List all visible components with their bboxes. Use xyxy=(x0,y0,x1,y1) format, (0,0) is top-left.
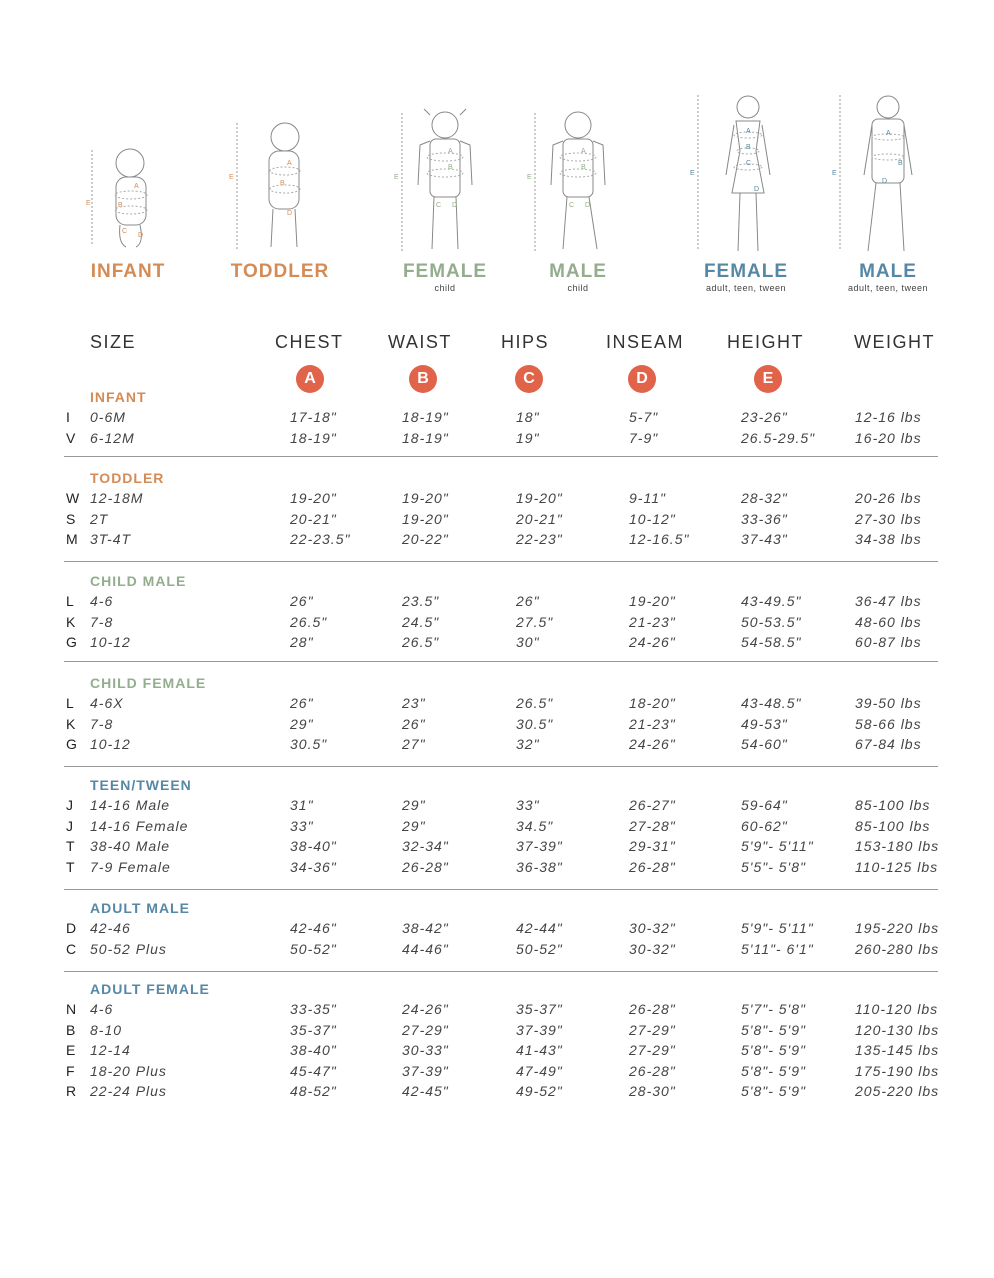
cell-inseam: 30-32" xyxy=(629,920,676,936)
figure-sublabel: child xyxy=(434,283,456,293)
cell-height: 54-60" xyxy=(741,736,788,752)
cell-height: 54-58.5" xyxy=(741,634,802,650)
cell-size: 0-6M xyxy=(90,409,126,425)
cell-size: 18-20 Plus xyxy=(90,1062,167,1079)
cell-code: L xyxy=(66,593,75,609)
cell-code: B xyxy=(66,1021,77,1038)
cell-height: 5'5"- 5'8" xyxy=(741,858,806,875)
figure-female-child xyxy=(390,85,500,293)
cell-code: D xyxy=(66,920,78,936)
svg-text:A: A xyxy=(134,183,139,190)
svg-text:B: B xyxy=(581,164,586,171)
cell-waist: 18-19" xyxy=(402,429,449,446)
cell-code: K xyxy=(66,715,77,732)
cell-size: 42-46 xyxy=(90,920,131,936)
cell-inseam: 21-23" xyxy=(629,613,676,630)
cell-weight: 36-47 lbs xyxy=(855,593,922,609)
cell-height: 5'8"- 5'9" xyxy=(741,1062,806,1079)
cell-code: R xyxy=(66,1083,78,1099)
cell-waist: 29" xyxy=(402,817,426,834)
cell-weight: 85-100 lbs xyxy=(855,797,931,813)
cell-weight: 153-180 lbs xyxy=(855,838,940,854)
cell-chest: 34-36" xyxy=(290,858,337,875)
cell-inseam: 27-28" xyxy=(629,817,676,834)
cell-inseam: 12-16.5" xyxy=(629,531,690,547)
cell-waist: 26" xyxy=(402,715,426,732)
svg-text:D: D xyxy=(287,210,293,217)
cell-hips: 41-43" xyxy=(516,1042,563,1058)
cell-hips: 19-20" xyxy=(516,490,563,506)
cell-size: 12-14 xyxy=(90,1042,131,1058)
cell-inseam: 27-29" xyxy=(629,1042,676,1058)
svg-text:D: D xyxy=(138,232,144,239)
figure-male-adult xyxy=(832,85,944,293)
cell-waist: 26.5" xyxy=(402,634,440,650)
svg-text:A: A xyxy=(746,128,751,135)
cell-height: 26.5-29.5" xyxy=(741,429,816,446)
cell-height: 5'9"- 5'11" xyxy=(741,838,814,854)
cell-code: W xyxy=(66,490,81,506)
cell-size: 50-52 Plus xyxy=(90,940,167,957)
cell-chest: 18-19" xyxy=(290,429,337,446)
cell-chest: 48-52" xyxy=(290,1083,337,1099)
svg-text:D: D xyxy=(882,178,888,185)
figure-label: MALE xyxy=(859,261,917,282)
cell-waist: 44-46" xyxy=(402,940,449,957)
cell-inseam: 24-26" xyxy=(629,736,676,752)
cell-waist: 19-20" xyxy=(402,490,449,506)
cell-waist: 30-33" xyxy=(402,1042,449,1058)
figure-label: FEMALE xyxy=(703,261,789,282)
svg-text:E: E xyxy=(690,170,695,177)
cell-size: 10-12 xyxy=(90,634,131,650)
cell-weight: 120-130 lbs xyxy=(855,1021,940,1038)
cell-code: M xyxy=(66,531,79,547)
cell-weight: 260-280 lbs xyxy=(855,940,940,957)
section-title: ADULT MALE xyxy=(90,900,190,916)
svg-text:E: E xyxy=(394,174,399,181)
toddler-figure-icon xyxy=(225,85,335,255)
cell-height: 5'11"- 6'1" xyxy=(741,940,814,957)
cell-height: 50-53.5" xyxy=(741,613,802,630)
header-chest: CHEST xyxy=(275,332,344,352)
table-row xyxy=(0,797,994,817)
cell-chest: 22-23.5" xyxy=(290,531,351,547)
cell-code: T xyxy=(66,838,76,854)
infant-figure-icon xyxy=(78,85,178,255)
table-row xyxy=(0,490,994,510)
section-title: INFANT xyxy=(90,389,147,405)
table-row xyxy=(0,695,994,715)
cell-size: 4-6 xyxy=(90,593,114,609)
cell-waist: 27" xyxy=(402,736,426,752)
figure-sublabel: adult, teen, tween xyxy=(847,283,929,293)
cell-chest: 33" xyxy=(290,817,314,834)
cell-height: 5'8"- 5'9" xyxy=(741,1042,806,1058)
svg-text:C: C xyxy=(746,160,752,167)
cell-code: E xyxy=(66,1042,77,1058)
cell-inseam: 27-29" xyxy=(629,1021,676,1038)
cell-inseam: 24-26" xyxy=(629,634,676,650)
svg-text:D: D xyxy=(452,202,458,209)
svg-text:E: E xyxy=(832,170,837,177)
badge-hips: C xyxy=(515,365,543,393)
cell-code: F xyxy=(66,1062,76,1079)
cell-inseam: 28-30" xyxy=(629,1083,676,1099)
cell-weight: 67-84 lbs xyxy=(855,736,922,752)
header-waist: WAIST xyxy=(388,332,452,352)
cell-waist: 32-34" xyxy=(402,838,449,854)
cell-hips: 26.5" xyxy=(516,695,554,711)
cell-size: 8-10 xyxy=(90,1021,123,1038)
header-hips: HIPS xyxy=(501,332,550,352)
badge-waist: B xyxy=(409,365,437,393)
cell-hips: 34.5" xyxy=(516,817,554,834)
section-divider xyxy=(64,561,938,562)
cell-weight: 110-120 lbs xyxy=(855,1001,939,1017)
cell-size: 14-16 Female xyxy=(90,817,189,834)
cell-waist: 18-19" xyxy=(402,409,449,425)
cell-weight: 20-26 lbs xyxy=(855,490,922,506)
cell-code: J xyxy=(66,797,74,813)
cell-weight: 16-20 lbs xyxy=(855,429,922,446)
cell-hips: 37-39" xyxy=(516,838,563,854)
cell-height: 43-49.5" xyxy=(741,593,802,609)
svg-text:B: B xyxy=(898,160,903,167)
svg-text:A: A xyxy=(448,148,453,155)
female-child-figure-icon xyxy=(390,85,500,255)
cell-inseam: 30-32" xyxy=(629,940,676,957)
cell-waist: 20-22" xyxy=(402,531,449,547)
table-row xyxy=(0,1042,994,1062)
cell-hips: 19" xyxy=(516,429,540,446)
svg-text:D: D xyxy=(754,186,760,193)
cell-inseam: 29-31" xyxy=(629,838,676,854)
figure-toddler xyxy=(225,85,335,283)
cell-weight: 27-30 lbs xyxy=(855,510,922,527)
table-row xyxy=(0,818,994,838)
table-row xyxy=(0,593,994,613)
female-adult-figure-icon xyxy=(690,85,802,255)
cell-code: G xyxy=(66,736,78,752)
table-row xyxy=(0,511,994,531)
cell-waist: 19-20" xyxy=(402,510,449,527)
table-row xyxy=(0,1022,994,1042)
table-row xyxy=(0,1083,994,1103)
cell-code: N xyxy=(66,1001,78,1017)
cell-height: 5'9"- 5'11" xyxy=(741,920,814,936)
cell-inseam: 26-28" xyxy=(629,1062,676,1079)
svg-text:C: C xyxy=(122,228,128,235)
cell-hips: 30" xyxy=(516,634,540,650)
cell-weight: 205-220 lbs xyxy=(855,1083,940,1099)
male-child-figure-icon xyxy=(523,85,633,255)
svg-text:A: A xyxy=(287,160,292,167)
badge-height: E xyxy=(754,365,782,393)
cell-hips: 36-38" xyxy=(516,858,563,875)
cell-weight: 34-38 lbs xyxy=(855,531,922,547)
cell-hips: 18" xyxy=(516,409,540,425)
cell-chest: 17-18" xyxy=(290,409,337,425)
cell-code: T xyxy=(66,858,76,875)
cell-hips: 35-37" xyxy=(516,1001,563,1017)
table-row xyxy=(0,614,994,634)
cell-inseam: 10-12" xyxy=(629,510,676,527)
cell-weight: 58-66 lbs xyxy=(855,715,922,732)
cell-weight: 135-145 lbs xyxy=(855,1042,940,1058)
figure-male-child xyxy=(523,85,633,293)
figure-infant xyxy=(78,85,178,283)
cell-weight: 39-50 lbs xyxy=(855,695,922,711)
table-row xyxy=(0,920,994,940)
svg-text:D: D xyxy=(585,202,591,209)
section-divider xyxy=(64,456,938,457)
table-row xyxy=(0,430,994,450)
cell-weight: 85-100 lbs xyxy=(855,817,931,834)
cell-size: 3T-4T xyxy=(90,531,132,547)
cell-code: K xyxy=(66,613,77,630)
cell-height: 5'8"- 5'9" xyxy=(741,1083,806,1099)
cell-chest: 38-40" xyxy=(290,1042,337,1058)
cell-waist: 24.5" xyxy=(402,613,440,630)
cell-weight: 110-125 lbs xyxy=(855,858,939,875)
svg-text:E: E xyxy=(527,174,532,181)
svg-text:C: C xyxy=(569,202,575,209)
section-divider xyxy=(64,766,938,767)
cell-height: 59-64" xyxy=(741,797,788,813)
cell-height: 23-26" xyxy=(741,409,788,425)
cell-hips: 42-44" xyxy=(516,920,563,936)
svg-text:C: C xyxy=(436,202,442,209)
cell-chest: 50-52" xyxy=(290,940,337,957)
cell-code: G xyxy=(66,634,78,650)
cell-size: 7-9 Female xyxy=(90,858,171,875)
cell-size: 7-8 xyxy=(90,715,114,732)
cell-inseam: 7-9" xyxy=(629,429,659,446)
cell-size: 4-6X xyxy=(90,695,124,711)
figure-female-adult xyxy=(690,85,802,293)
cell-chest: 42-46" xyxy=(290,920,337,936)
cell-waist: 23.5" xyxy=(402,593,440,609)
cell-inseam: 26-28" xyxy=(629,1001,676,1017)
cell-height: 5'7"- 5'8" xyxy=(741,1001,806,1017)
cell-chest: 19-20" xyxy=(290,490,337,506)
cell-waist: 42-45" xyxy=(402,1083,449,1099)
cell-chest: 35-37" xyxy=(290,1021,337,1038)
cell-inseam: 26-27" xyxy=(629,797,676,813)
header-size: SIZE xyxy=(90,332,137,352)
svg-text:B: B xyxy=(280,180,285,187)
section-title: CHILD MALE xyxy=(90,573,187,589)
cell-code: J xyxy=(66,817,74,834)
cell-waist: 26-28" xyxy=(402,858,449,875)
cell-hips: 30.5" xyxy=(516,715,554,732)
cell-hips: 22-23" xyxy=(516,531,563,547)
cell-chest: 33-35" xyxy=(290,1001,337,1017)
svg-text:A: A xyxy=(581,148,586,155)
table-row xyxy=(0,531,994,551)
cell-chest: 26.5" xyxy=(290,613,328,630)
cell-inseam: 19-20" xyxy=(629,593,676,609)
cell-chest: 26" xyxy=(290,593,314,609)
cell-chest: 31" xyxy=(290,797,314,813)
cell-chest: 20-21" xyxy=(290,510,337,527)
cell-chest: 29" xyxy=(290,715,314,732)
cell-height: 37-43" xyxy=(741,531,788,547)
cell-inseam: 9-11" xyxy=(629,490,666,506)
svg-text:E: E xyxy=(229,174,234,181)
svg-text:B: B xyxy=(448,164,453,171)
cell-chest: 26" xyxy=(290,695,314,711)
table-row xyxy=(0,859,994,879)
cell-hips: 20-21" xyxy=(516,510,563,527)
cell-hips: 50-52" xyxy=(516,940,563,957)
cell-size: 7-8 xyxy=(90,613,114,630)
cell-height: 28-32" xyxy=(741,490,788,506)
cell-size: 6-12M xyxy=(90,429,135,446)
cell-hips: 49-52" xyxy=(516,1083,563,1099)
figure-label: TODDLER xyxy=(230,261,330,282)
cell-hips: 26" xyxy=(516,593,540,609)
header-weight: WEIGHT xyxy=(854,332,935,352)
table-row xyxy=(0,838,994,858)
cell-size: 10-12 xyxy=(90,736,131,752)
cell-waist: 27-29" xyxy=(402,1021,449,1038)
cell-weight: 12-16 lbs xyxy=(855,409,922,425)
svg-text:A: A xyxy=(886,130,891,137)
cell-inseam: 21-23" xyxy=(629,715,676,732)
table-row xyxy=(0,1001,994,1021)
figure-label: MALE xyxy=(549,261,607,282)
cell-size: 12-18M xyxy=(90,490,144,506)
cell-code: V xyxy=(66,429,77,446)
cell-chest: 38-40" xyxy=(290,838,337,854)
cell-height: 60-62" xyxy=(741,817,788,834)
cell-size: 22-24 Plus xyxy=(90,1083,167,1099)
cell-hips: 32" xyxy=(516,736,540,752)
figure-sublabel: adult, teen, tween xyxy=(705,283,787,293)
section-divider xyxy=(64,661,938,662)
cell-waist: 38-42" xyxy=(402,920,449,936)
cell-code: L xyxy=(66,695,75,711)
header-height: HEIGHT xyxy=(727,332,805,352)
cell-code: I xyxy=(66,409,71,425)
cell-size: 14-16 Male xyxy=(90,797,171,813)
cell-weight: 175-190 lbs xyxy=(855,1062,940,1079)
cell-hips: 37-39" xyxy=(516,1021,563,1038)
badge-chest: A xyxy=(296,365,324,393)
table-row xyxy=(0,409,994,429)
cell-chest: 28" xyxy=(290,634,314,650)
cell-weight: 48-60 lbs xyxy=(855,613,922,630)
svg-text:B: B xyxy=(746,144,751,151)
cell-inseam: 26-28" xyxy=(629,858,676,875)
badge-inseam: D xyxy=(628,365,656,393)
svg-text:E: E xyxy=(86,200,91,207)
section-divider xyxy=(64,971,938,972)
cell-height: 5'8"- 5'9" xyxy=(741,1021,806,1038)
cell-waist: 37-39" xyxy=(402,1062,449,1079)
section-title: CHILD FEMALE xyxy=(90,675,207,691)
table-row xyxy=(0,634,994,654)
cell-waist: 24-26" xyxy=(402,1001,449,1017)
cell-height: 33-36" xyxy=(741,510,788,527)
cell-waist: 29" xyxy=(402,797,426,813)
cell-inseam: 18-20" xyxy=(629,695,676,711)
male-adult-figure-icon xyxy=(832,85,944,255)
cell-height: 49-53" xyxy=(741,715,788,732)
cell-inseam: 5-7" xyxy=(629,409,659,425)
table-row xyxy=(0,716,994,736)
table-row xyxy=(0,941,994,961)
cell-code: C xyxy=(66,940,78,957)
section-divider xyxy=(64,889,938,890)
svg-text:B: B xyxy=(118,202,123,209)
cell-hips: 47-49" xyxy=(516,1062,563,1079)
cell-weight: 195-220 lbs xyxy=(855,920,940,936)
cell-waist: 23" xyxy=(402,695,426,711)
cell-weight: 60-87 lbs xyxy=(855,634,922,650)
cell-size: 2T xyxy=(90,510,109,527)
cell-code: S xyxy=(66,510,77,527)
section-title: TEEN/TWEEN xyxy=(90,777,192,793)
cell-chest: 45-47" xyxy=(290,1062,337,1079)
figure-sublabel: child xyxy=(567,283,589,293)
figure-label: INFANT xyxy=(90,261,166,282)
figure-label: FEMALE xyxy=(402,261,488,282)
header-inseam: INSEAM xyxy=(606,332,685,352)
cell-chest: 30.5" xyxy=(290,736,328,752)
cell-hips: 33" xyxy=(516,797,540,813)
cell-hips: 27.5" xyxy=(516,613,554,630)
cell-height: 43-48.5" xyxy=(741,695,802,711)
cell-size: 38-40 Male xyxy=(90,838,171,854)
section-title: ADULT FEMALE xyxy=(90,981,210,997)
cell-size: 4-6 xyxy=(90,1001,114,1017)
section-title: TODDLER xyxy=(90,470,165,486)
table-row xyxy=(0,1063,994,1083)
table-row xyxy=(0,736,994,756)
